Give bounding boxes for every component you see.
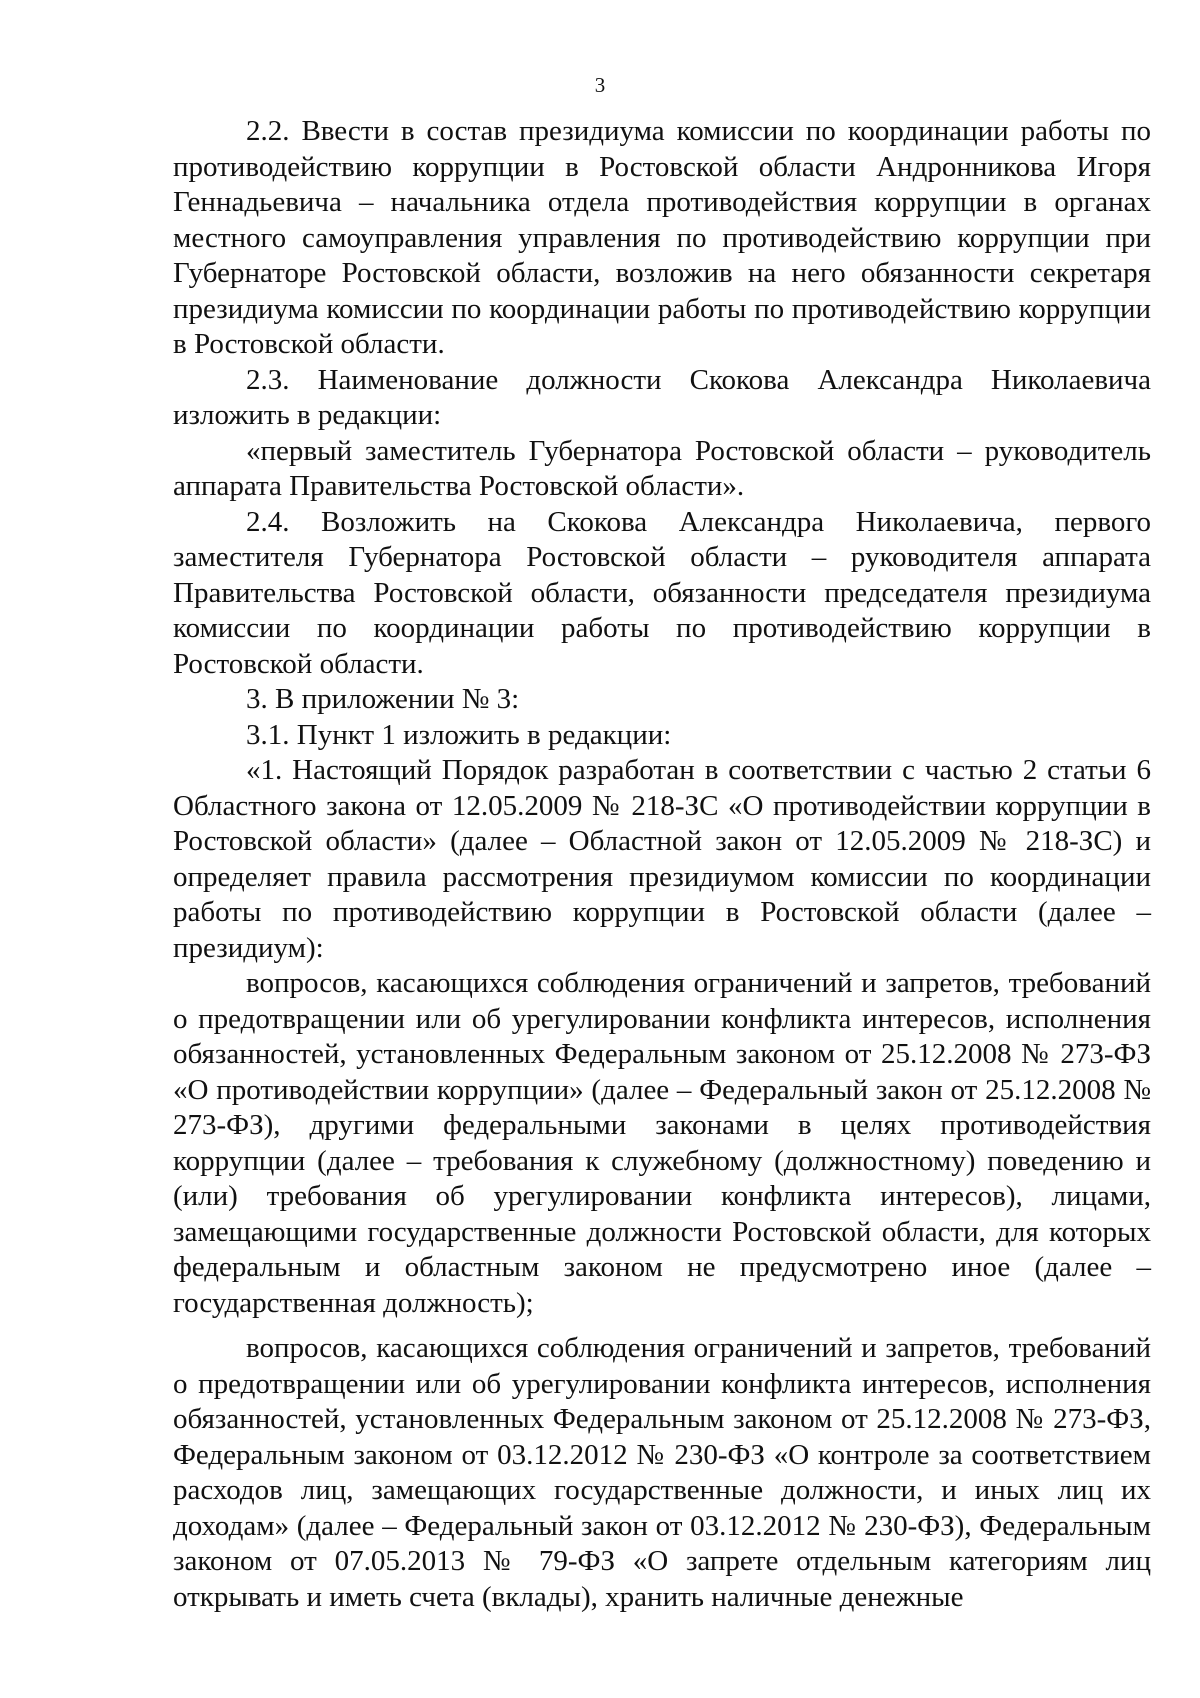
paragraph-questions-2: вопросов, касающихся соблюдения ограничений и запретов, требований о предотвращении или об урегулировании конфликта интересов, исполнения обязанностей, установленных Федеральным законом от 25.12.2008 № 273-ФЗ, Федеральным законом от 03.12.2012 № 230-ФЗ «О контроле за соответствием расходов лиц, замещающих государственные должности, и иных лиц их доходам» (далее – Федеральный закон от 03.12.2012 № 230-ФЗ), Федеральным законом от 07.05.2013 № 79-ФЗ «О запрете отдельным категориям лиц открывать и иметь счета (вклады), хранить наличные денежные (173, 1332, 1151, 1613)
paragraph-2-2: 2.2. Ввести в состав президиума комиссии по координации работы по противодействию коррупции в Ростовской области Андронникова Игоря Геннадьевича – начальника отдела противодействия коррупции в органах местного самоуправления управления по противодействию коррупции при Губернаторе Ростовской области, возложив на него обязанности секретаря президиума комиссии по координации работы по противодействию коррупции в Ростовской области. (173, 115, 1151, 360)
paragraph-3: 3. В приложении № 3: (246, 683, 520, 715)
paragraph-2-3: 2.3. Наименование должности Скокова Александра Николаевича изложить в редакции: (173, 363, 1151, 431)
page-number: 3 (594, 73, 606, 97)
paragraph-3-1-quote: «1. Настоящий Порядок разработан в соответствии с частью 2 статьи 6 Областного закона от 12.05.2009 № 218-ЗС «О противодействии коррупции в Ростовской области» (далее – Областной закон от 12.05.2009 № 218-ЗС) и определяет правила рассмотрения президиумом комиссии по координации работы по противодействию коррупции в Ростовской области (далее – президиум): (173, 754, 1151, 964)
paragraph-questions-1: вопросов, касающихся соблюдения ограничений и запретов, требований о предотвращении или об урегулировании конфликта интересов, исполнения обязанностей, установленных Федеральным законом от 25.12.2008 № 273-ФЗ «О противодействии коррупции» (далее – Федеральный закон от 25.12.2008 № 273-ФЗ), другими федеральными законами в целях противодействия коррупции (далее – требования к служебному (должностному) поведению и (или) требования об урегулировании конфликта интересов), лицами, замещающими государственные должности Ростовской области, для которых федеральным и областным законом не предусмотрено иное (далее – государственная должность); (173, 967, 1151, 1319)
paragraph-3-1: 3.1. Пункт 1 изложить в редакции: (246, 718, 672, 751)
paragraph-2-4: 2.4. Возложить на Скокова Александра Николаевича, первого заместителя Губернатора Ростовской области – руководителя аппарата Правительства Ростовской области, обязанности председателя президиума комиссии по координации работы по противодействию коррупции в Ростовской области. (173, 505, 1151, 680)
document-body (173, 114, 1151, 1615)
paragraph-2-3-quote: «первый заместитель Губернатора Ростовской области – руководитель аппарата Правительства Ростовской области». (173, 434, 1151, 502)
